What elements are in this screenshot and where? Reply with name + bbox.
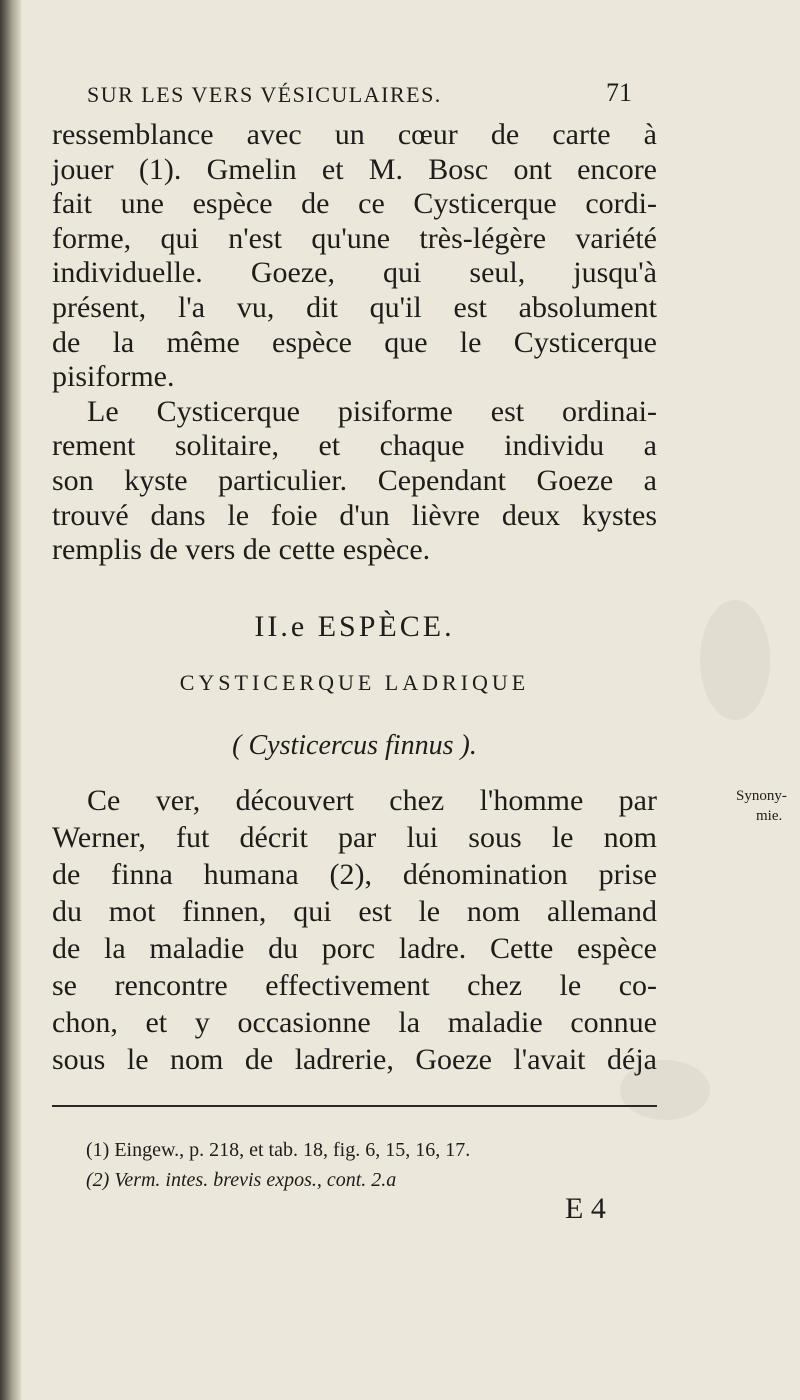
signature-mark: E 4 [565, 1192, 606, 1225]
paragraph-3 [52, 782, 657, 1078]
margin-note-line: mie. [756, 808, 783, 824]
text-line: chon, et y occasionne la maladie connue [52, 1006, 657, 1039]
footnotes [86, 1135, 656, 1195]
margin-note-line: Synony- [736, 788, 787, 804]
running-header [87, 82, 567, 108]
text-line: Werner, fut décrit par lui sous le nom [52, 821, 657, 854]
footnote: (2) Verm. intes. brevis expos., cont. 2.a [86, 1169, 397, 1191]
margin-note [736, 786, 798, 826]
text-line: son kyste particulier. Cependant Goeze a [52, 463, 657, 497]
book-gutter-shadow [0, 0, 22, 1400]
page-number: 71 [606, 78, 632, 107]
section-name-heading: CYSTICERQUE LADRIQUE [179, 670, 530, 695]
text-line: de finna humana (2), dénomination prise [52, 858, 657, 891]
running-title: SUR LES VERS VÉSICULAIRES. [87, 82, 442, 107]
text-line: rement solitaire, et chaque individu a [52, 429, 657, 463]
text-line: pisiforme. [52, 360, 175, 394]
latin-name: ( Cysticercus finnus ). [232, 730, 477, 761]
text-line: forme, qui n'est qu'une très-légère variété [52, 221, 657, 255]
text-line: jouer (1). Gmelin et M. Bosc ont encore [52, 152, 657, 186]
paper-stain [700, 600, 770, 720]
text-line: trouvé dans le foie d'un lièvre deux kystes [52, 498, 657, 532]
section-number-heading: II.e ESPÈCE. [254, 610, 455, 643]
text-line: de la maladie du porc ladre. Cette espèce [52, 932, 657, 965]
text-line: fait une espèce de ce Cysticerque cordi- [52, 187, 657, 221]
text-line: individuelle. Goeze, qui seul, jusqu'à [52, 256, 657, 290]
paragraph-1 [52, 118, 657, 568]
text-line: ressemblance avec un cœur de carte à [52, 118, 657, 151]
text-line: Ce ver, découvert chez l'homme par [87, 784, 657, 817]
text-line: de la même espèce que le Cysticerque [52, 325, 657, 359]
text-line: du mot finnen, qui est le nom allemand [52, 895, 657, 928]
text-line: sous le nom de ladrerie, Goeze l'avait déja [52, 1043, 657, 1076]
footnote: (1) Eingew., p. 218, et tab. 18, fig. 6, 15, 16, 17. [86, 1139, 471, 1161]
text-line: remplis de vers de cette espèce. [52, 533, 431, 567]
footnote-rule [52, 1105, 657, 1107]
text-line: se rencontre effectivement chez le co- [52, 969, 657, 1002]
text-line: présent, l'a vu, dit qu'il est absolument [52, 290, 657, 324]
text-line: Le Cysticerque pisiforme est ordinai- [87, 394, 657, 428]
